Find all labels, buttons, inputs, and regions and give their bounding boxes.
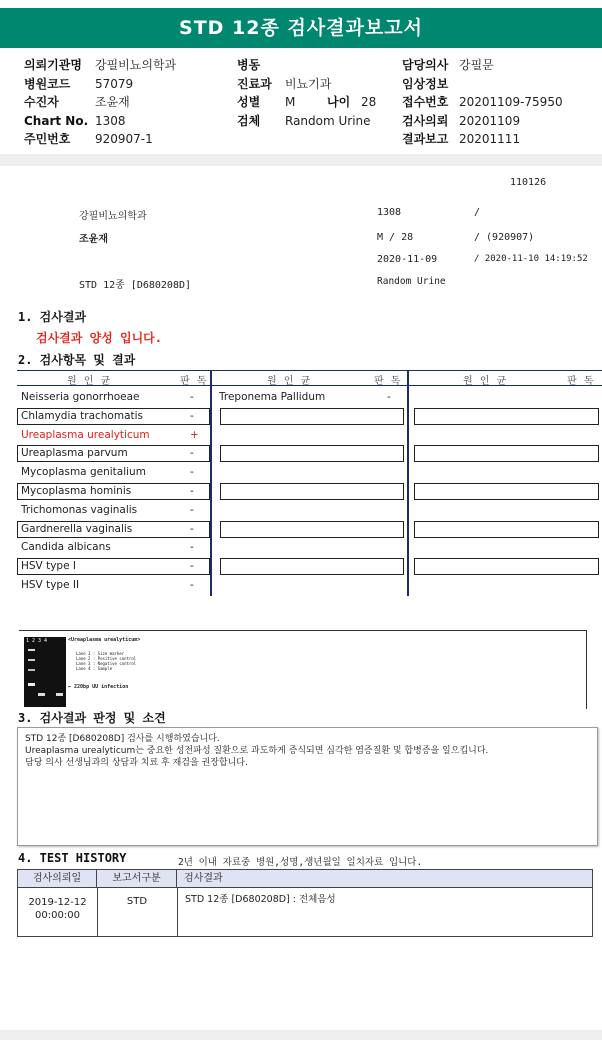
- label-chart-no: Chart No.: [24, 113, 89, 128]
- history-row-result: STD 12종 [D680208D] : 전체음성: [185, 894, 336, 905]
- header-judge-1: 판 독: [180, 376, 209, 387]
- label-specimen: 검체: [237, 113, 261, 128]
- value-chart-no: 1308: [95, 113, 126, 128]
- label-request-date: 검사의뢰: [402, 113, 449, 128]
- history-col-line-2: [177, 888, 178, 937]
- label-rrn: 주민번호: [24, 132, 71, 146]
- empty-row-box: [220, 483, 404, 500]
- history-row-date: [18, 896, 97, 922]
- report-clinic: 강필비뇨의학과: [79, 211, 147, 222]
- empty-row-box: [220, 445, 404, 462]
- gel-lane-numbers: 1 2 3 4: [26, 638, 48, 644]
- report-title: STD 12종 검사결과보고서: [0, 8, 602, 48]
- report-code: 110126: [510, 177, 547, 188]
- gel-legend-1: Lane 1 : Size marker: [76, 651, 125, 656]
- history-header-date: 검사의뢰일: [18, 870, 97, 888]
- organism-name: Ureaplasma parvum: [21, 447, 128, 460]
- result-summary: 검사결과 양성 입니다.: [36, 331, 163, 345]
- organism-name: Trichomonas vaginalis: [21, 503, 138, 516]
- empty-row-box: [220, 558, 404, 575]
- empty-row-box: [414, 445, 599, 462]
- header-judge-3: 판 독: [567, 376, 596, 387]
- header-organism-2: 원 인 균: [267, 376, 313, 387]
- organism-name: HSV type II: [21, 579, 80, 591]
- section2-title: 2. 검사항목 및 결과: [18, 353, 136, 367]
- history-time: 00:00:00: [35, 910, 80, 921]
- gel-band: [28, 649, 35, 651]
- findings-box: [17, 727, 598, 846]
- label-ward: 병동: [237, 58, 261, 72]
- footer-bar: [0, 1030, 602, 1040]
- organism-name: Mycoplasma hominis: [21, 485, 132, 497]
- organism-result: -: [190, 503, 194, 516]
- value-sex: M: [285, 95, 296, 109]
- info-col-1: [24, 56, 176, 149]
- value-report-date: 20201111: [459, 132, 521, 146]
- findings-line-1: STD 12종 [D680208D] 검사를 시행하였습니다.: [25, 734, 220, 744]
- report-date-reported: / 2020-11-10 14:19:52: [474, 254, 588, 264]
- table-divider-2: [407, 370, 409, 596]
- report-sex-age: M / 28: [377, 232, 414, 243]
- value-specimen: Random Urine: [285, 113, 371, 128]
- organism-name: Mycoplasma genitalium: [21, 466, 146, 479]
- history-note: 2년 이내 자료중 병원,성명,생년월일 일치자료 입니다.: [178, 857, 423, 868]
- value-request-date: 20201109: [459, 113, 521, 128]
- gel-legend-3: Lane 3 : Negative control: [76, 661, 137, 666]
- organism-result: -: [190, 579, 194, 591]
- organism-result: -: [190, 466, 194, 479]
- table-divider-1: [210, 370, 212, 596]
- history-header-result: 검사결과: [177, 870, 592, 888]
- table-top-line: [17, 370, 602, 371]
- organism-result: -: [190, 447, 194, 460]
- history-header-type: 보고서구분: [97, 870, 177, 888]
- report-patient: 조윤재: [79, 234, 108, 245]
- organism-result: -: [190, 541, 194, 554]
- organism-result: -: [190, 391, 194, 403]
- label-sex: 성별: [237, 95, 261, 109]
- gel-image-frame: [19, 630, 587, 709]
- organism-name-treponema: Treponema Pallidum: [219, 391, 326, 403]
- history-date: 2019-12-12: [28, 897, 87, 908]
- header-organism-3: 원 인 균: [463, 376, 509, 387]
- label-doctor: 담당의사: [402, 58, 449, 72]
- organism-result: -: [190, 522, 194, 535]
- header-judge-2: 판 독: [374, 376, 403, 387]
- empty-row-box: [414, 558, 599, 575]
- section3-title: 3. 검사결과 판정 및 소견: [18, 711, 166, 725]
- findings-line-2: Ureaplasma urealyticum는 중요한 성전파성 질환으로 과도하게 증식되면 심각한 염증질환 및 합병증을 일으킵니다.: [25, 746, 489, 756]
- value-department: 비뇨기과: [285, 76, 332, 91]
- info-col-2: [237, 56, 376, 130]
- value-patient: 조윤재: [95, 95, 130, 109]
- label-report-date: 결과보고: [402, 132, 449, 146]
- value-clinic: 강필비뇨의학과: [95, 58, 177, 72]
- label-age: 나이: [327, 95, 351, 109]
- organism-result: -: [190, 485, 194, 497]
- organism-result: -: [190, 409, 194, 422]
- findings-line-3: 담당 의사 선생님과의 상담과 치료 후 재검을 권장합니다.: [25, 758, 248, 768]
- organism-result: -: [190, 560, 194, 573]
- organism-result: +: [190, 428, 199, 441]
- organism-name: Candida albicans: [21, 541, 111, 554]
- empty-row-box: [414, 483, 599, 500]
- empty-row-box: [414, 521, 599, 538]
- gel-legend-4: Lane 4 : Sample: [76, 666, 113, 671]
- empty-row-box: [220, 408, 404, 425]
- gel-legend-2: Lane 2 : Positive control: [76, 656, 137, 661]
- report-test-name: STD 12종 [D680208D]: [79, 280, 192, 291]
- label-receipt-no: 접수번호: [402, 95, 449, 109]
- section4-title: 4. TEST HISTORY: [18, 851, 127, 865]
- empty-row-box: [414, 408, 599, 425]
- label-hospital-code: 병원코드: [24, 76, 71, 91]
- value-age: 28: [361, 95, 377, 109]
- organism-name: HSV type I: [21, 560, 76, 573]
- gel-band-label: ← 220bp UU infection: [68, 684, 129, 690]
- value-doctor: 강필문: [459, 58, 494, 72]
- info-col-3: [402, 56, 563, 149]
- gel-band: [56, 693, 63, 696]
- organism-result-treponema: -: [387, 391, 391, 403]
- gel-title: <Ureaplasma urealyticum>: [68, 637, 141, 643]
- label-clinic: 의뢰기관명: [24, 58, 82, 72]
- label-clinical-info: 임상정보: [402, 76, 449, 91]
- report-slash: /: [474, 207, 481, 218]
- history-row-type: STD: [126, 896, 148, 907]
- label-department: 진료과: [237, 76, 272, 91]
- value-hospital-code: 57079: [95, 76, 134, 91]
- organism-name: Gardnerella vaginalis: [21, 522, 133, 535]
- organism-name: Neisseria gonorrhoeae: [21, 391, 140, 403]
- report-rrn: / (920907): [474, 232, 535, 243]
- label-patient: 수진자: [24, 95, 59, 109]
- separator: [0, 154, 602, 166]
- gel-band: [38, 693, 45, 696]
- organism-name: Ureaplasma urealyticum: [21, 428, 150, 441]
- report-specimen: Random Urine: [377, 276, 446, 287]
- gel-band-text: 220bp UU infection: [74, 684, 129, 690]
- value-receipt-no: 20201109-75950: [459, 95, 563, 109]
- gel-band: [28, 683, 35, 686]
- header-organism-1: 원 인 균: [67, 376, 113, 387]
- history-table: [17, 869, 593, 937]
- gel-band: [28, 669, 35, 671]
- organism-name: Chlamydia trachomatis: [21, 409, 144, 422]
- value-rrn: 920907-1: [95, 132, 153, 146]
- gel-image: [24, 637, 66, 707]
- empty-row-box: [220, 521, 404, 538]
- gel-band: [28, 659, 35, 661]
- report-date-received: 2020-11-09: [377, 254, 438, 265]
- section1-title: 1. 검사결과: [18, 310, 87, 324]
- report-chart: 1308: [377, 207, 402, 218]
